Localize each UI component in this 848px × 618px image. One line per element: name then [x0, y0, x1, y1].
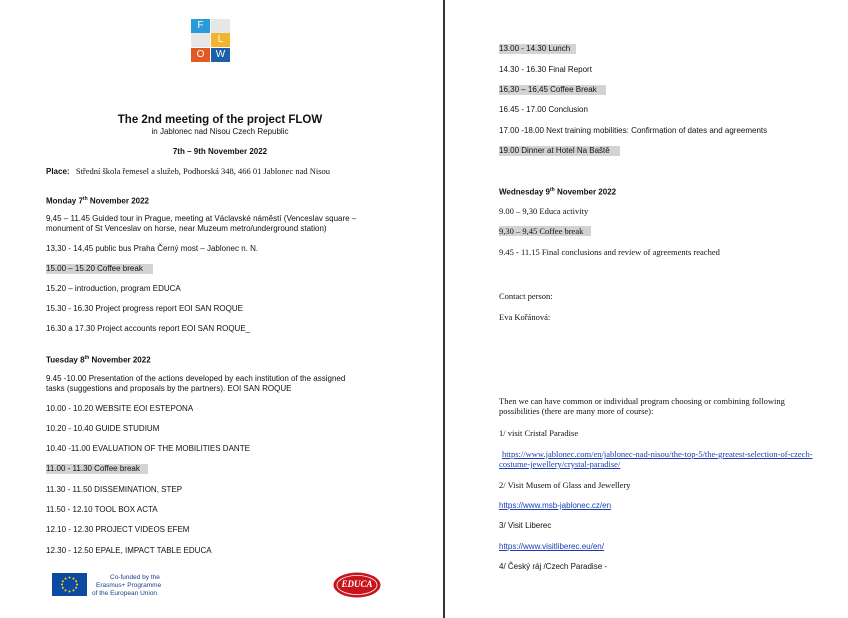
- visit-label: 1/ visit Cristal Paradise: [499, 428, 579, 438]
- wednesday-heading: Wednesday 9th November 2022: [499, 187, 617, 197]
- schedule-item: 15.30 - 16.30 Project progress report EOI SAN ROQUE: [46, 304, 243, 313]
- schedule-item: 16.30 a 17.30 Project accounts report EOI SAN ROQUE_: [46, 324, 251, 333]
- eu-line-2: Erasmus+ Programme: [96, 582, 162, 589]
- schedule-item: 12.30 - 12.50 EPALE, IMPACT TABLE EDUCA: [46, 546, 212, 555]
- visit-label: 4/ Český ráj /Czech Paradise -: [499, 562, 608, 571]
- eu-cofunded-text: [92, 574, 161, 598]
- visit-label: 2/ Visit Musem of Glass and Jewellery: [499, 480, 631, 490]
- schedule-item: 9,45 – 11.45 Guided tour in Prague, meeting at Václavské náměstí (Venceslav square –: [46, 214, 357, 223]
- logo-letter-w: W: [211, 48, 230, 62]
- schedule-item: 15.20 – introduction, program EDUCA: [46, 284, 181, 293]
- educa-logo: [333, 572, 381, 598]
- tuesday-heading: Tuesday 8th November 2022: [46, 355, 151, 365]
- schedule-item: 11.30 - 11.50 DISSEMINATION, STEP: [46, 485, 183, 494]
- schedule-item: 11.50 - 12.10 TOOL BOX ACTA: [46, 505, 158, 514]
- page-title: The 2nd meeting of the project FLOW: [117, 114, 323, 126]
- schedule-item-lunch: 13.00 - 14.30 Lunch: [499, 44, 576, 54]
- crystal-paradise-link[interactable]: https://www.jablonec.com/en/jablonec-nad-nisou/the-top-5/the-greatest-selection-of-czech-: [502, 449, 813, 459]
- eu-line-1: Co-funded by the: [110, 574, 160, 581]
- schedule-item: 14.30 - 16.30 Final Report: [499, 65, 592, 74]
- schedule-item: 9.00 – 9,30 Educa activity: [499, 206, 589, 216]
- schedule-item: 10.00 - 10.20 WEBSITE EOI ESTEPONA: [46, 404, 194, 413]
- place-value: Střední škola řemesel a služeb, Podhorská 348, 466 01 Jablonec nad Nisou: [75, 166, 331, 176]
- monday-heading: Monday 7th November 2022: [46, 196, 150, 206]
- column-divider: [443, 0, 445, 618]
- contact-name: Eva Kořánová:: [499, 312, 551, 322]
- possibilities-text: Then we can have common or individual program choosing or combining following: [499, 396, 785, 406]
- schedule-item-coffee: 16,30 – 16,45 Coffee Break: [499, 85, 606, 95]
- place-line: [46, 166, 330, 177]
- logo-blank-2: [211, 19, 230, 33]
- flow-logo: [191, 19, 231, 63]
- schedule-item: monument of St Venceslav on horse, near Muzeum metro/underground station): [46, 224, 327, 233]
- educa-logo-text: EDUCA: [341, 579, 373, 589]
- location-subtitle: in Jablonec nad Nisou Czech Republic: [151, 127, 289, 136]
- possibilities-text-2: possibilities (there are many more of course):: [499, 406, 654, 416]
- logo-letter-o: O: [191, 48, 210, 62]
- logo-letter-f: F: [191, 19, 210, 33]
- eu-line-3: of the European Union: [92, 590, 158, 597]
- logo-blank: [191, 33, 210, 47]
- museum-link[interactable]: https://www.msb-jablonec.cz/en: [499, 501, 612, 510]
- eu-flag-icon: [52, 573, 87, 596]
- place-label: Place:: [46, 167, 70, 176]
- crystal-paradise-link-2[interactable]: costume-jewellery/crystal-paradise/: [499, 459, 621, 469]
- schedule-item-coffee: 9,30 – 9,45 Coffee break: [499, 226, 591, 236]
- liberec-link[interactable]: https://www.visitliberec.eu/en/: [499, 542, 604, 551]
- schedule-item: 9.45 -10.00 Presentation of the actions developed by each institution of the assigned: [46, 374, 346, 383]
- meeting-dates: 7th – 9th November 2022: [172, 147, 268, 156]
- visit-label: 3/ Visit Liberec: [499, 521, 552, 530]
- schedule-item: 9.45 - 11.15 Final conclusions and review of agreements reached: [499, 247, 720, 257]
- schedule-item: 10.20 - 10.40 GUIDE STUDIUM: [46, 424, 160, 433]
- schedule-item: 16.45 - 17.00 Conclusion: [499, 105, 588, 114]
- schedule-item: tasks (suggestions and proposals by the partners). EOI SAN ROQUE: [46, 384, 292, 393]
- schedule-item: 13,30 - 14,45 public bus Praha Černý most – Jablonec n. N.: [46, 244, 259, 253]
- schedule-item-coffee: 11.00 - 11.30 Coffee break: [46, 464, 148, 474]
- schedule-item-dinner: 19.00 Dinner at Hotel Na Baště: [499, 146, 620, 156]
- schedule-item: 17.00 -18.00 Next training mobilities: Confirmation of dates and agreements: [499, 126, 768, 135]
- schedule-item: 10.40 -11.00 EVALUATION OF THE MOBILITIES DANTE: [46, 444, 250, 453]
- contact-label: Contact person:: [499, 291, 553, 301]
- logo-letter-l: L: [211, 33, 230, 47]
- schedule-item-coffee: 15.00 – 15.20 Coffee break: [46, 264, 153, 274]
- schedule-item: 12.10 - 12.30 PROJECT VIDEOS EFEM: [46, 525, 190, 534]
